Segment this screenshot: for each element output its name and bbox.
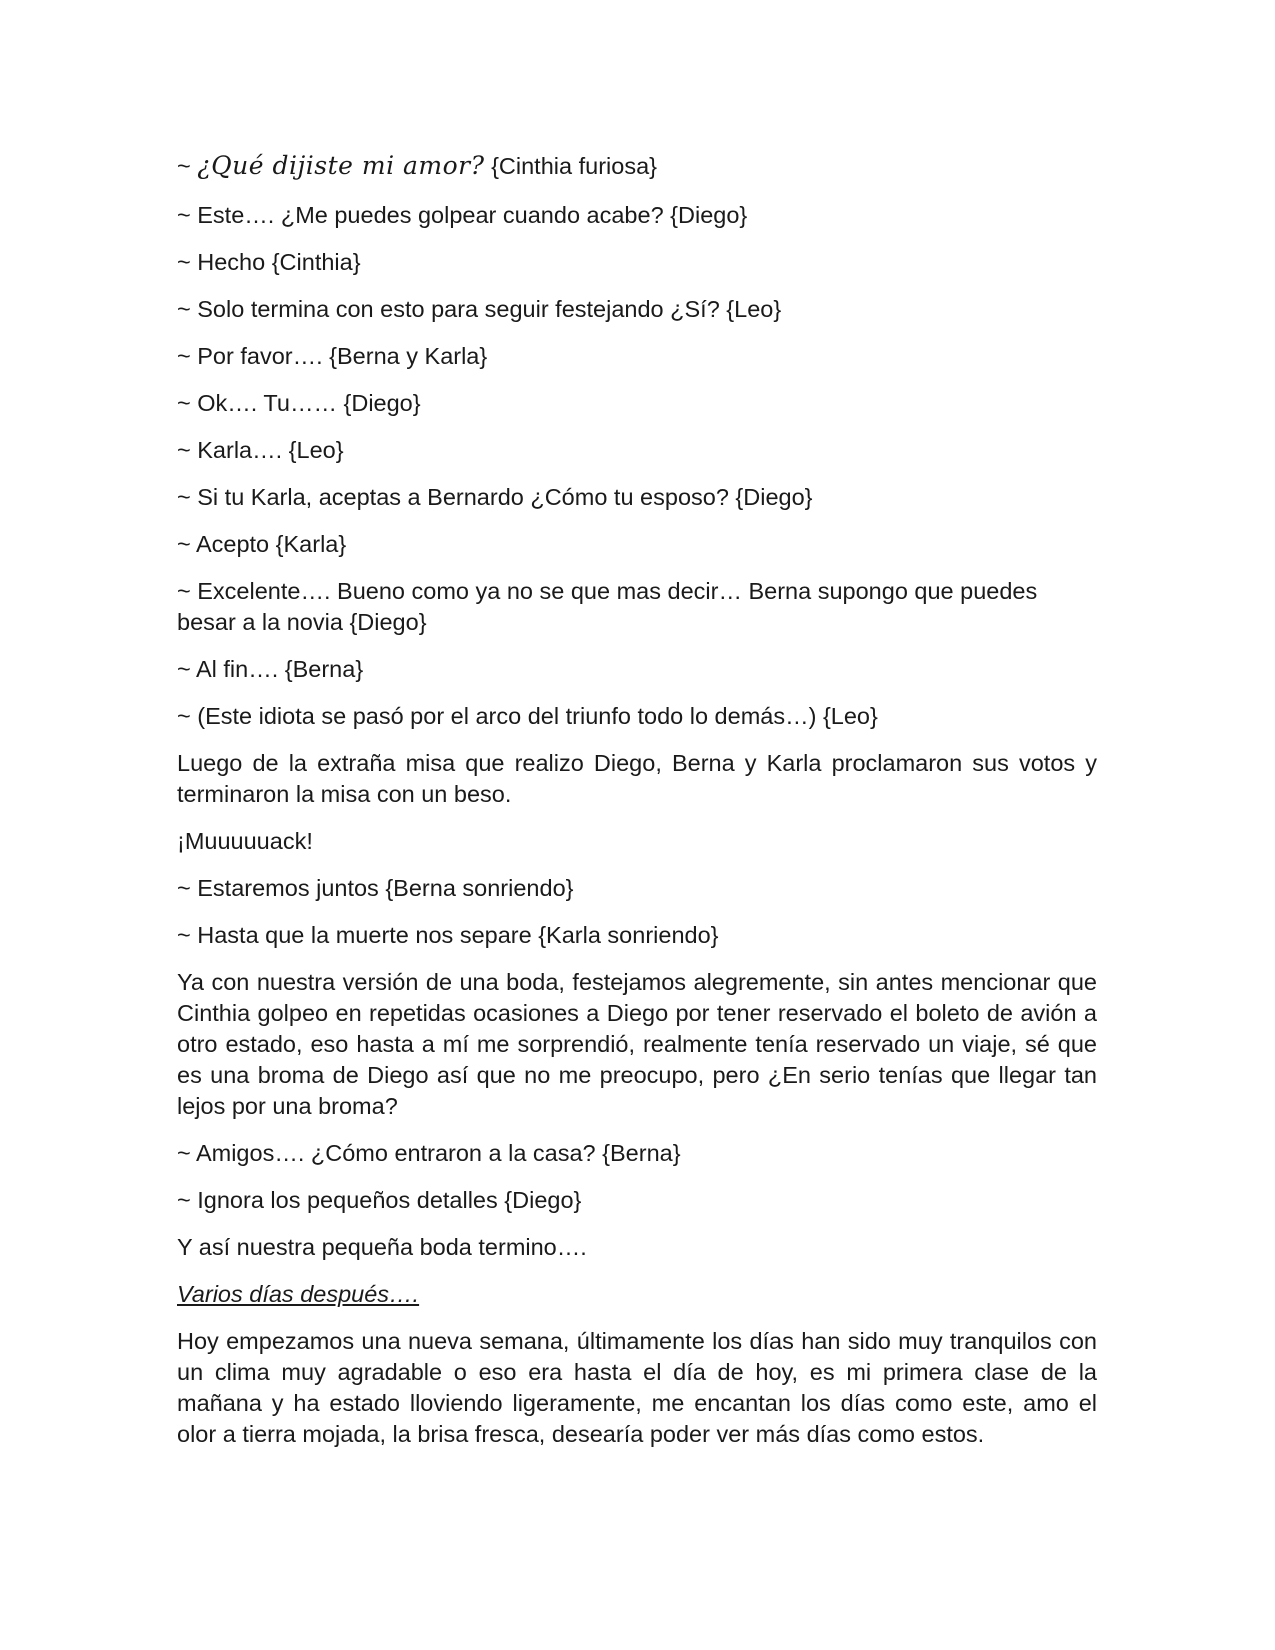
- narrative-paragraph: Luego de la extraña misa que realizo Diego, Berna y Karla proclamaron sus votos y terminaron la misa con un beso.: [177, 750, 1097, 807]
- dialogue-line: ~ Solo termina con esto para seguir festejando ¿Sí? {Leo}: [177, 296, 782, 322]
- dialogue-line: ~ Ok…. Tu…… {Diego}: [177, 390, 421, 416]
- narrative-paragraph: Ya con nuestra versión de una boda, festejamos alegremente, sin antes mencionar que Cinthia golpeo en repetidas ocasiones a Diego por tener reservado el boleto de avión a otro estado, eso hasta a mí me sorprendió, realmente tenía reservado un viaje, sé que es una broma de Diego así que no me preocupo, pero ¿En serio tenías que llegar tan lejos por una broma?: [177, 969, 1097, 1119]
- speaker-tag: {Cinthia furiosa}: [484, 153, 657, 179]
- dialogue-line: ~ Karla…. {Leo}: [177, 437, 344, 463]
- document-page: [177, 150, 1097, 1466]
- dialogue-line: ~ Al fin…. {Berna}: [177, 656, 364, 682]
- section-heading: Varios días después….: [177, 1281, 420, 1307]
- dialogue-line: ~ Hasta que la muerte nos separe {Karla sonriendo}: [177, 922, 719, 948]
- dialogue-line: [177, 150, 1097, 182]
- narrative-paragraph: ¡Muuuuuack!: [177, 828, 313, 854]
- handwritten-quote: ¿Qué dijiste mi amor?: [197, 151, 485, 180]
- dialogue-line: ~ Estaremos juntos {Berna sonriendo}: [177, 875, 574, 901]
- dialogue-line: ~ (Este idiota se pasó por el arco del triunfo todo lo demás…) {Leo}: [177, 703, 878, 729]
- narrative-paragraph: Hoy empezamos una nueva semana, últimamente los días han sido muy tranquilos con un clima muy agradable o eso era hasta el día de hoy, es mi primera clase de la mañana y ha estado lloviendo ligeramente, me encantan los días como este, amo el olor a tierra mojada, la brisa fresca, desearía poder ver más días como estos.: [177, 1328, 1097, 1447]
- dialogue-line: ~ Hecho {Cinthia}: [177, 249, 361, 275]
- dialogue-line: ~ Acepto {Karla}: [177, 531, 347, 557]
- narrative-paragraph: Y así nuestra pequeña boda termino….: [177, 1234, 587, 1260]
- dialogue-line: ~ Excelente…. Bueno como ya no se que mas decir… Berna supongo que puedes besar a la novia {Diego}: [177, 578, 1038, 635]
- dialogue-line: ~ Si tu Karla, aceptas a Bernardo ¿Cómo tu esposo? {Diego}: [177, 484, 813, 510]
- dialogue-prefix: ~: [177, 153, 198, 179]
- dialogue-line: ~ Ignora los pequeños detalles {Diego}: [177, 1187, 582, 1213]
- dialogue-line: ~ Este…. ¿Me puedes golpear cuando acabe? {Diego}: [177, 202, 748, 228]
- dialogue-line: ~ Amigos…. ¿Cómo entraron a la casa? {Berna}: [177, 1140, 681, 1166]
- dialogue-line: ~ Por favor…. {Berna y Karla}: [177, 343, 488, 369]
